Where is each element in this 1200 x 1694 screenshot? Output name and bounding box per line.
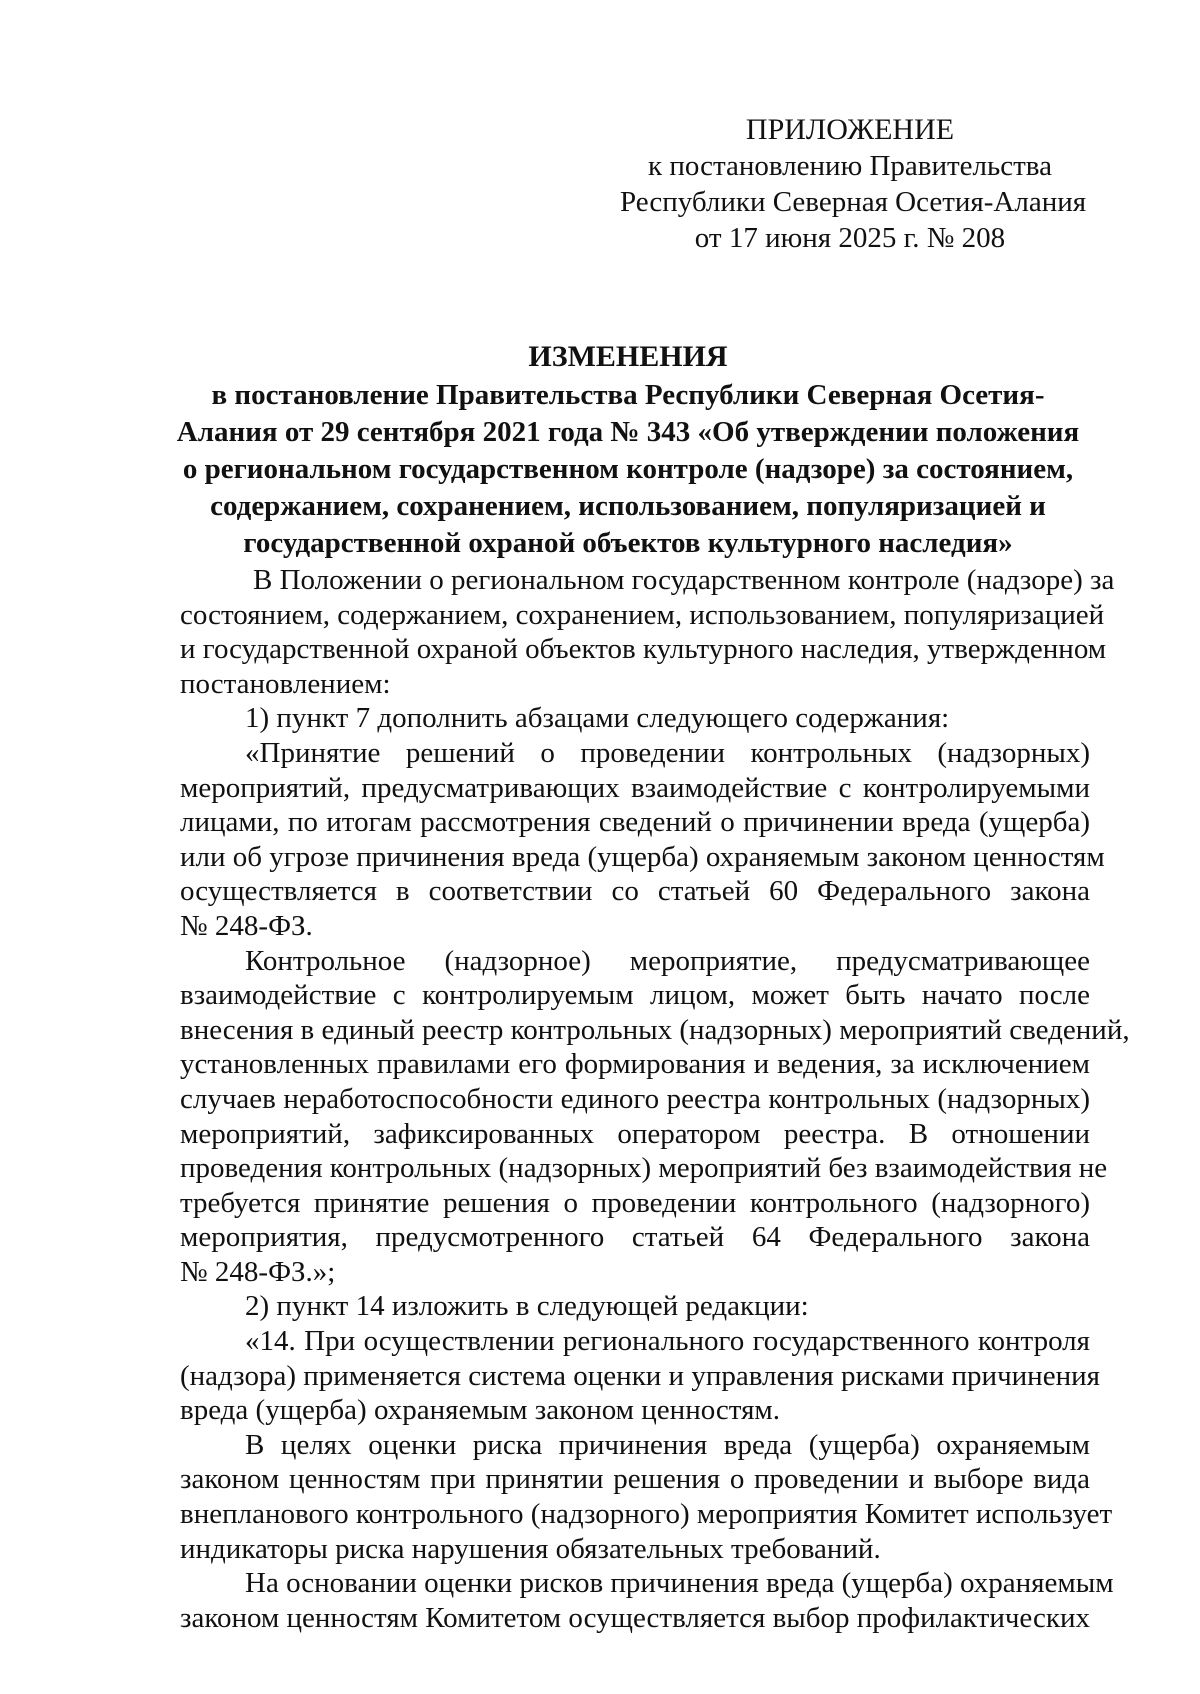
- body-line: внесения в единый реестр контрольных (надзорных) мероприятий сведений,: [180, 1013, 1130, 1046]
- body-line: случаев неработоспособности единого реестра контрольных (надзорных): [180, 1082, 1090, 1115]
- appendix-line-2: Республики Северная Осетия-Алания: [620, 186, 1087, 218]
- body-line: (надзора) применяется система оценки и управления рисками причинения: [180, 1359, 1100, 1392]
- body-line: и государственной охраной объектов культурного наследия, утвержденном: [180, 633, 1107, 666]
- document-heading: [168, 338, 1088, 562]
- body-line: требуется принятие решения о проведении контрольного (надзорного): [180, 1186, 1090, 1219]
- heading-line: содержанием, сохранением, использованием, популяризацией и: [210, 490, 1046, 522]
- heading-line: о региональном государственном контроле (надзоре) за состоянием,: [182, 453, 1074, 485]
- body-line: установленных правилами его формирования и ведения, за исключением: [180, 1048, 1090, 1081]
- body-line: осуществляется в соответствии со статьей 60 Федерального закона: [180, 875, 1090, 908]
- body-line: мероприятий, предусматривающих взаимодействие с контролируемыми: [180, 771, 1090, 804]
- appendix-line-1: к постановлению Правительства: [648, 150, 1052, 182]
- body-line: В целях оценки риска причинения вреда (ущерба) охраняемым: [245, 1428, 1090, 1461]
- heading-line: Алания от 29 сентября 2021 года № 343 «Об утверждении положения: [176, 416, 1080, 448]
- body-line: мероприятия, предусмотренного статьей 64 Федерального закона: [180, 1221, 1090, 1254]
- body-line: 2) пункт 14 изложить в следующей редакции:: [245, 1290, 809, 1323]
- document-body: [180, 563, 1130, 1635]
- appendix-line-3: от 17 июня 2025 г. № 208: [694, 222, 1006, 254]
- heading-line: в постановление Правительства Республики Северная Осетия-: [211, 379, 1045, 411]
- body-line: взаимодействие с контролируемым лицом, может быть начато после: [180, 979, 1090, 1012]
- body-line: В Положении о региональном государственном контроле (надзоре) за: [253, 564, 1115, 596]
- body-line: № 248-ФЗ.: [180, 909, 313, 942]
- body-line: или об угрозе причинения вреда (ущерба) охраняемым законом ценностям: [180, 840, 1105, 873]
- body-line: законом ценностям Комитетом осуществляется выбор профилактических: [180, 1601, 1090, 1634]
- body-line: законом ценностям при принятии решения о проведении и выборе вида: [180, 1463, 1090, 1496]
- body-line: На основании оценки рисков причинения вреда (ущерба) охраняемым: [245, 1567, 1114, 1600]
- body-line: внепланового контрольного (надзорного) мероприятия Комитет использует: [180, 1498, 1113, 1531]
- appendix-label: ПРИЛОЖЕНИЕ: [745, 113, 955, 146]
- body-line: Контрольное (надзорное) мероприятие, предусматривающее: [245, 944, 1090, 977]
- body-line: «14. При осуществлении регионального государственного контроля: [245, 1325, 1090, 1358]
- heading-line: государственной охраной объектов культурного наследия»: [243, 527, 1013, 559]
- body-line: вреда (ущерба) охраняемым законом ценностям.: [180, 1394, 781, 1427]
- heading-title: ИЗМЕНЕНИЯ: [528, 340, 728, 373]
- body-line: индикаторы риска нарушения обязательных требований.: [180, 1532, 881, 1565]
- body-line: 1) пункт 7 дополнить абзацами следующего содержания:: [245, 702, 950, 735]
- body-line: состоянием, содержанием, сохранением, использованием, популяризацией: [180, 598, 1105, 631]
- body-line: лицами, по итогам рассмотрения сведений о причинении вреда (ущерба): [180, 806, 1090, 839]
- body-line: № 248-ФЗ.»;: [180, 1255, 336, 1288]
- body-line: «Принятие решений о проведении контрольных (надзорных): [245, 736, 1090, 769]
- body-line: постановлением:: [180, 667, 391, 700]
- appendix-block: [620, 112, 1087, 256]
- body-line: проведения контрольных (надзорных) мероприятий без взаимодействия не: [180, 1152, 1108, 1185]
- body-line: мероприятий, зафиксированных оператором реестра. В отношении: [180, 1117, 1090, 1150]
